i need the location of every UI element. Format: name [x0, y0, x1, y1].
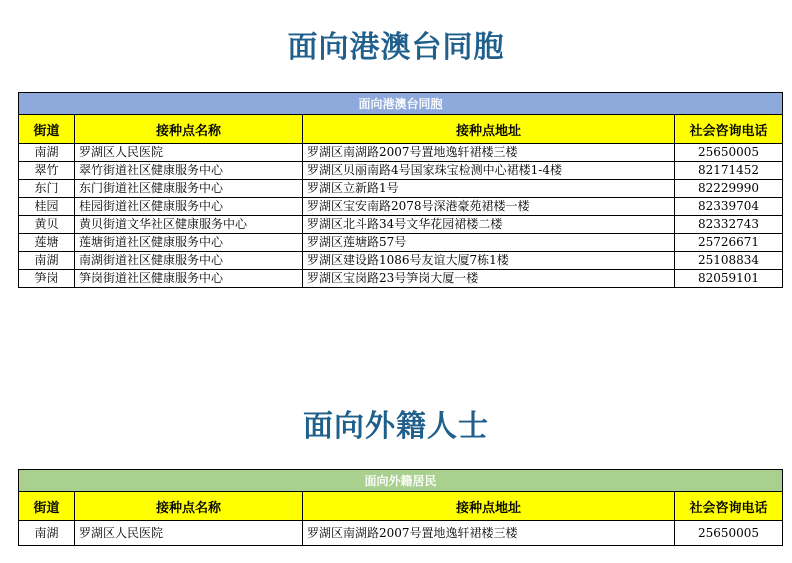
column-header-site-address: 接种点地址 — [303, 115, 675, 144]
cell-site-name: 罗湖区人民医院 — [75, 521, 303, 546]
table-caption-row — [19, 470, 783, 492]
table-caption: 面向港澳台同胞 — [19, 93, 783, 115]
column-header-site-name: 接种点名称 — [75, 492, 303, 521]
cell-site-address: 罗湖区宝安南路2078号深港豪苑裙楼一楼 — [303, 198, 675, 216]
cell-site-name: 桂园街道社区健康服务中心 — [75, 198, 303, 216]
vaccination-sites-table-foreigners — [18, 469, 783, 546]
table-header-row — [19, 492, 783, 521]
cell-site-address: 罗湖区贝丽南路4号国家珠宝检测中心裙楼1-4楼 — [303, 162, 675, 180]
cell-phone: 82171452 — [675, 162, 783, 180]
table-row — [19, 180, 783, 198]
table-row — [19, 252, 783, 270]
cell-phone: 82229990 — [675, 180, 783, 198]
cell-site-name: 黄贝街道文华社区健康服务中心 — [75, 216, 303, 234]
column-header-site-name: 接种点名称 — [75, 115, 303, 144]
cell-site-address: 罗湖区建设路1086号友谊大厦7栋1楼 — [303, 252, 675, 270]
cell-phone: 82339704 — [675, 198, 783, 216]
cell-street: 莲塘 — [19, 234, 75, 252]
cell-site-name: 东门街道社区健康服务中心 — [75, 180, 303, 198]
cell-site-name: 罗湖区人民医院 — [75, 144, 303, 162]
cell-site-name: 莲塘街道社区健康服务中心 — [75, 234, 303, 252]
table-row — [19, 270, 783, 288]
cell-site-address: 罗湖区北斗路34号文华花园裙楼二楼 — [303, 216, 675, 234]
cell-phone: 82332743 — [675, 216, 783, 234]
cell-street: 桂园 — [19, 198, 75, 216]
cell-site-address: 罗湖区宝岗路23号笋岗大厦一楼 — [303, 270, 675, 288]
table-row — [19, 234, 783, 252]
cell-street: 南湖 — [19, 521, 75, 546]
cell-site-address: 罗湖区南湖路2007号置地逸轩裙楼三楼 — [303, 521, 675, 546]
table-row — [19, 162, 783, 180]
table-row — [19, 198, 783, 216]
cell-street: 南湖 — [19, 144, 75, 162]
column-header-phone: 社会咨询电话 — [675, 492, 783, 521]
cell-phone: 25650005 — [675, 144, 783, 162]
cell-site-name: 笋岗街道社区健康服务中心 — [75, 270, 303, 288]
cell-phone: 25108834 — [675, 252, 783, 270]
section-heading-hk-macao-taiwan: 面向港澳台同胞 — [287, 30, 505, 65]
cell-street: 笋岗 — [19, 270, 75, 288]
table-caption-row — [19, 93, 783, 115]
section-heading-foreigners: 面向外籍人士 — [303, 409, 489, 444]
column-header-phone: 社会咨询电话 — [675, 115, 783, 144]
table-caption: 面向外籍居民 — [19, 470, 783, 492]
cell-site-address: 罗湖区南湖路2007号置地逸轩裙楼三楼 — [303, 144, 675, 162]
cell-street: 黄贝 — [19, 216, 75, 234]
cell-phone: 82059101 — [675, 270, 783, 288]
table-row — [19, 144, 783, 162]
column-header-street: 街道 — [19, 492, 75, 521]
column-header-site-address: 接种点地址 — [303, 492, 675, 521]
vaccination-sites-table-hk-macao-taiwan — [18, 92, 783, 288]
column-header-street: 街道 — [19, 115, 75, 144]
table-row — [19, 521, 783, 546]
cell-site-address: 罗湖区立新路1号 — [303, 180, 675, 198]
cell-phone: 25650005 — [675, 521, 783, 546]
cell-street: 翠竹 — [19, 162, 75, 180]
cell-site-name: 翠竹街道社区健康服务中心 — [75, 162, 303, 180]
cell-phone: 25726671 — [675, 234, 783, 252]
cell-site-name: 南湖街道社区健康服务中心 — [75, 252, 303, 270]
table-row — [19, 216, 783, 234]
table-header-row — [19, 115, 783, 144]
cell-street: 南湖 — [19, 252, 75, 270]
cell-street: 东门 — [19, 180, 75, 198]
cell-site-address: 罗湖区莲塘路57号 — [303, 234, 675, 252]
